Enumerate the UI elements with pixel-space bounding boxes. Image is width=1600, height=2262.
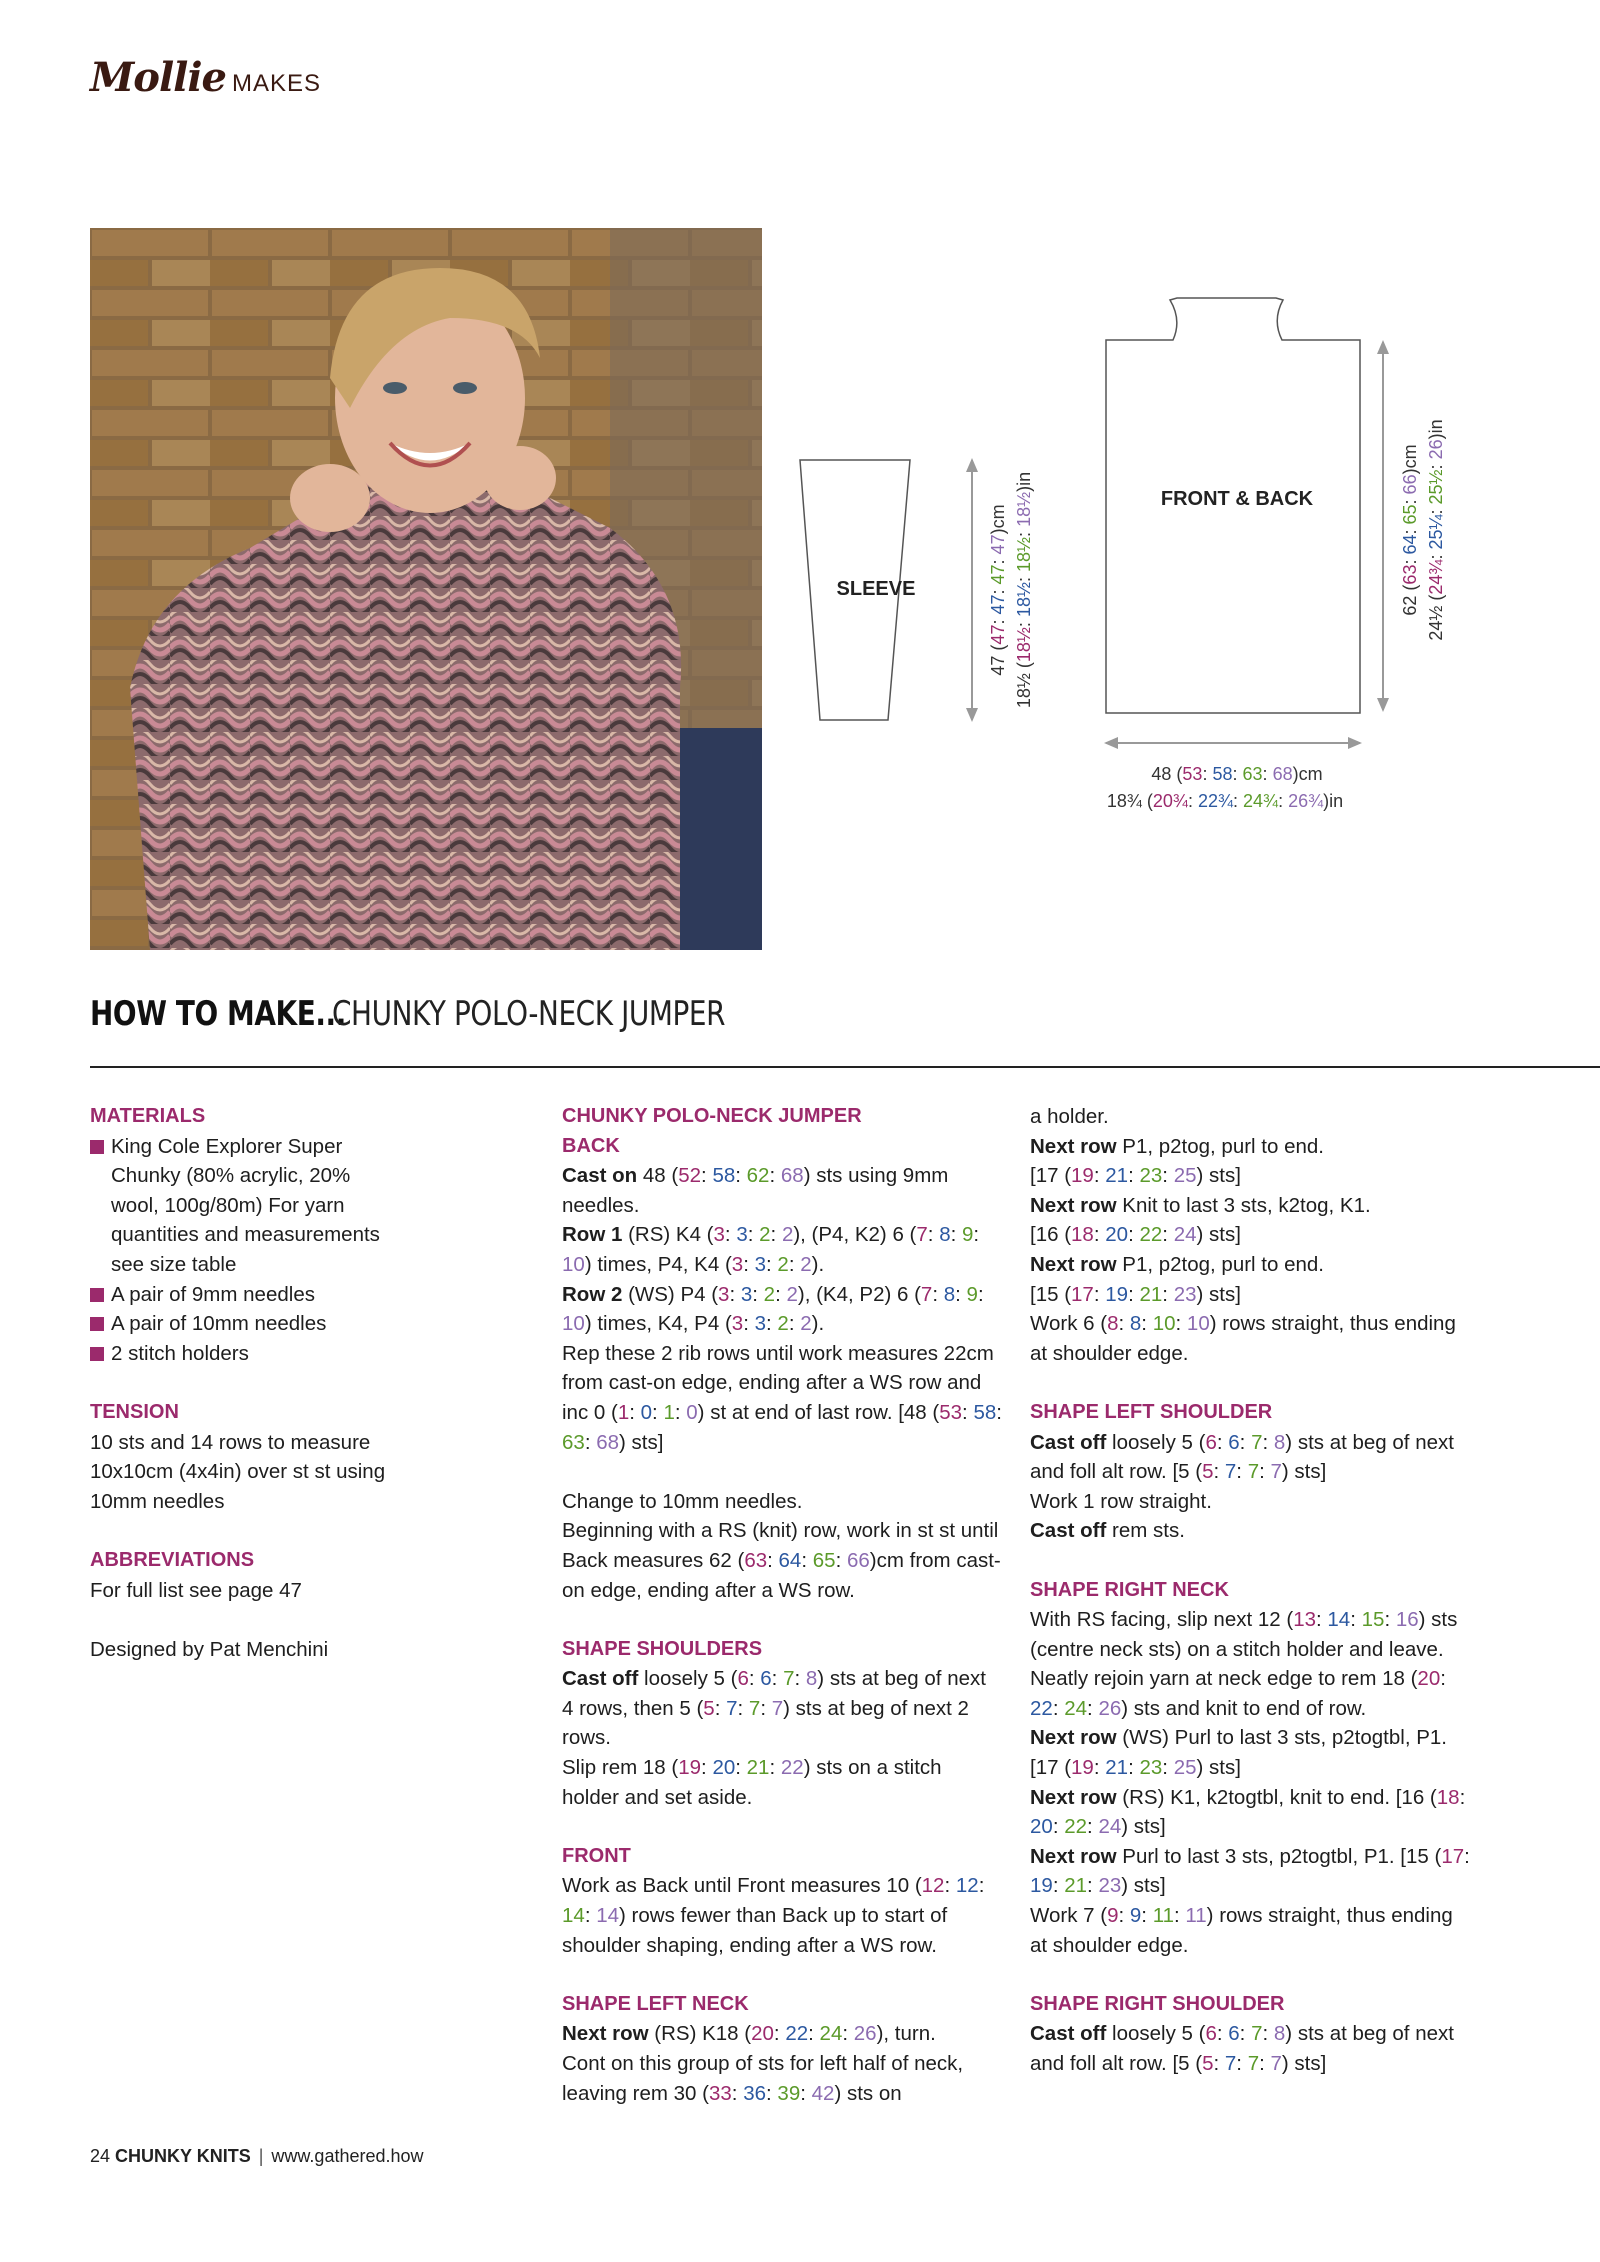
materials-item: A pair of 9mm needles xyxy=(90,1280,400,1310)
bullet-square-icon xyxy=(90,1317,104,1331)
back-cast-on: Cast on 48 (52: 58: 62: 68) sts using 9mm needles. xyxy=(562,1164,949,1217)
sleeve-length-in: 18½ (18½: 18½: 18½: 18½)in xyxy=(1014,471,1034,709)
garment-schematic xyxy=(780,280,1480,840)
footer-section: CHUNKY KNITS xyxy=(115,2146,251,2166)
column-materials xyxy=(90,1102,400,1664)
shape-shoulders-heading: SHAPE SHOULDERS xyxy=(562,1637,763,1660)
shape-left-neck-heading: SHAPE LEFT NECK xyxy=(562,1992,749,2015)
front-text: Work as Back until Front measures 10 (12: 12: 14: 14) rows fewer than Back up to start of shoulder shaping, ending after a WS row. xyxy=(562,1874,985,1957)
left-shoulder-work: Work 1 row straight. xyxy=(1030,1489,1212,1513)
right-neck-rejoin: Neatly rejoin yarn at neck edge to rem 18 (20: 22: 24: 26) sts and knit to end of row. xyxy=(1030,1667,1446,1720)
left-neck-count-a: [17 (19: 21: 23: 25) sts] xyxy=(1030,1164,1241,1188)
back-row-2: Row 2 (WS) P4 (3: 3: 2: 2), (K4, P2) 6 (7: 8: 9: 10) times, K4, P4 (3: 3: 2: 2). xyxy=(562,1282,984,1336)
brand-logo xyxy=(90,54,321,101)
back-heading: BACK xyxy=(562,1134,620,1157)
right-shoulder-cast-off: Cast off loosely 5 (6: 6: 7: 8) sts at beg of next and foll alt row. [5 (5: 7: 7: 7) sts] xyxy=(1030,2022,1454,2075)
shape-left-shoulder-heading: SHAPE LEFT SHOULDER xyxy=(1030,1400,1273,1423)
tension-text: 10 sts and 14 rows to measure 10x10cm (4x4in) over st st using 10mm needles xyxy=(90,1430,386,1513)
right-neck-row-c: Next row Purl to last 3 sts, p2togtbl, P1. [15 (17: 19: 21: 23) sts] xyxy=(1030,1844,1470,1898)
abbreviations-text: For full list see page 47 xyxy=(90,1578,302,1602)
page-title-bold: HOW TO MAKE... xyxy=(90,994,346,1034)
back-change-needles: Change to 10mm needles. xyxy=(562,1489,803,1513)
left-neck-next-row: Next row (RS) K18 (20: 22: 24: 26), turn. xyxy=(562,2022,936,2046)
designer-credit: Designed by Pat Menchini xyxy=(90,1637,329,1661)
bullet-square-icon xyxy=(90,1140,104,1154)
left-neck-row-c: Next row P1, p2tog, purl to end. xyxy=(1030,1252,1325,1276)
left-neck-count-c: [15 (17: 19: 21: 23) sts] xyxy=(1030,1282,1241,1306)
left-neck-cont: Cont on this group of sts for left half of neck, leaving rem 30 (33: 36: 39: 42) sts on xyxy=(562,2052,964,2105)
bullet-square-icon xyxy=(90,1288,104,1302)
brand-script: Mollie xyxy=(90,54,226,101)
materials-item: A pair of 10mm needles xyxy=(90,1309,400,1339)
front-heading: FRONT xyxy=(562,1844,631,1867)
materials-item: 2 stitch holders xyxy=(90,1339,400,1369)
body-length-cm: 62 (63: 64: 65: 66)cm xyxy=(1400,444,1420,616)
page-footer: 24 CHUNKY KNITS | www.gathered.how xyxy=(90,2146,424,2166)
right-neck-row-b: Next row (RS) K1, k2togtbl, knit to end. [16 (18: 20: 22: 24) sts] xyxy=(1030,1785,1466,1839)
sleeve-label: SLEEVE xyxy=(836,578,916,600)
shoulders-cast-off: Cast off loosely 5 (6: 6: 7: 8) sts at beg of next 4 rows, then 5 (5: 7: 7: 7) sts at beg of next 2 rows. xyxy=(562,1667,986,1750)
tension-heading: TENSION xyxy=(90,1400,179,1423)
left-shoulder-cast-off: Cast off loosely 5 (6: 6: 7: 8) sts at beg of next and foll alt row. [5 (5: 7: 7: 7) sts] xyxy=(1030,1430,1454,1484)
footer-url[interactable]: www.gathered.how xyxy=(271,2146,424,2166)
page-number: 24 xyxy=(90,2146,111,2166)
left-shoulder-rem: Cast off rem sts. xyxy=(1030,1519,1185,1543)
right-neck-work: Work 7 (9: 9: 11: 11) rows straight, thus ending at shoulder edge. xyxy=(1030,1904,1453,1957)
front-back-label: FRONT & BACK xyxy=(1160,488,1314,510)
left-neck-work: Work 6 (8: 8: 10: 10) rows straight, thus ending at shoulder edge. xyxy=(1030,1312,1456,1365)
left-neck-row-a: Next row P1, p2tog, purl to end. xyxy=(1030,1134,1325,1158)
right-neck-slip: With RS facing, slip next 12 (13: 14: 15: 16) sts (centre neck sts) on a stitch holder and leave. xyxy=(1030,1608,1458,1661)
back-rib-repeat: Rep these 2 rib rows until work measures 22cm from cast-on edge, ending after a WS row and inc 0 (1: 0: 1: 0) st at end of last row. [48 (53: 58: 63: 68) sts] xyxy=(562,1341,1002,1454)
holder-continued: a holder. xyxy=(1030,1105,1109,1128)
brand-caps: MAKES xyxy=(232,70,322,97)
body-length-in: 24½ (24¾: 25¼: 25½: 26)in xyxy=(1426,419,1446,641)
body-width-cm: 48 (53: 58: 63: 68)cm xyxy=(1151,764,1323,784)
sleeve-length-cm: 47 (47: 47: 47: 47)cm xyxy=(988,504,1008,676)
shape-right-shoulder-heading: SHAPE RIGHT SHOULDER xyxy=(1030,1992,1285,2015)
column-pattern-1 xyxy=(562,1102,1002,2108)
page-title-light: CHUNKY POLO-NECK JUMPER xyxy=(332,994,726,1034)
left-neck-row-b: Next row Knit to last 3 sts, k2tog, K1. xyxy=(1030,1193,1371,1217)
bullet-square-icon xyxy=(90,1347,104,1361)
pattern-title: CHUNKY POLO-NECK JUMPER xyxy=(562,1105,862,1127)
page-title xyxy=(90,994,811,1034)
materials-heading: MATERIALS xyxy=(90,1105,206,1127)
abbreviations-heading: ABBREVIATIONS xyxy=(90,1548,255,1571)
model-photo xyxy=(90,228,762,950)
heading-rule xyxy=(90,1066,1600,1068)
body-width-in: 18¾ (20¾: 22¾: 24¾: 26¾)in xyxy=(1106,791,1344,811)
materials-item: King Cole Explorer Super Chunky (80% acrylic, 20% wool, 100g/80m) For yarn quantities and measurements see size table xyxy=(90,1132,400,1280)
shape-right-neck-heading: SHAPE RIGHT NECK xyxy=(1030,1578,1229,1601)
column-pattern-2 xyxy=(1030,1102,1470,2079)
back-st-st: Beginning with a RS (knit) row, work in st st until Back measures 62 (63: 64: 65: 66)cm from cast-on edge, ending after a WS row. xyxy=(562,1519,1001,1602)
shoulders-slip: Slip rem 18 (19: 20: 21: 22) sts on a stitch holder and set aside. xyxy=(562,1756,942,1809)
right-neck-row-a: Next row (WS) Purl to last 3 sts, p2togtbl, P1. [17 (19: 21: 23: 25) sts] xyxy=(1030,1726,1447,1780)
left-neck-count-b: [16 (18: 20: 22: 24) sts] xyxy=(1030,1223,1241,1247)
back-row-1: Row 1 (RS) K4 (3: 3: 2: 2), (P4, K2) 6 (7: 8: 9: 10) times, P4, K4 (3: 3: 2: 2). xyxy=(562,1223,980,1276)
